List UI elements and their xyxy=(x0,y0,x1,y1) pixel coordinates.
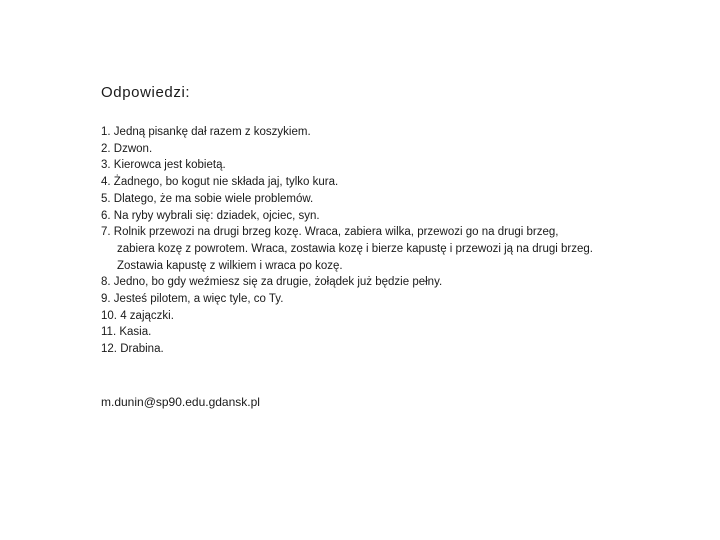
answer-item-2 xyxy=(101,141,661,158)
answer-text: Dzwon. xyxy=(113,142,153,155)
answer-item-10 xyxy=(101,308,661,325)
answer-number: 9. xyxy=(101,293,111,306)
answer-number: 5. xyxy=(101,192,111,205)
answer-item-9 xyxy=(101,291,661,308)
answer-number: 12. xyxy=(101,343,117,356)
slide-title: Odpowiedzi: xyxy=(101,84,191,101)
answer-item-11 xyxy=(101,324,661,341)
answer-number: 8. xyxy=(101,276,111,289)
answer-number: 11. xyxy=(101,326,117,339)
answer-text: Rolnik przewozi na drugi brzeg kozę. Wraca, zabiera wilka, przewozi go na drugi brzeg, xyxy=(113,226,559,239)
answer-text: Na ryby wybrali się: dziadek, ojciec, syn. xyxy=(113,209,320,222)
answer-number: 4. xyxy=(101,176,111,189)
answer-text: Kasia. xyxy=(119,326,152,339)
answer-text: Żadnego, bo kogut nie składa jaj, tylko kura. xyxy=(113,176,339,189)
answer-item-5 xyxy=(101,191,661,208)
contact-email: m.dunin@sp90.edu.gdansk.pl xyxy=(101,395,260,409)
answer-number: 2. xyxy=(101,142,111,155)
answer-item-6 xyxy=(101,208,661,225)
answer-item-12 xyxy=(101,341,661,358)
answer-number: 7. xyxy=(101,226,111,239)
answers-list xyxy=(101,124,661,358)
answer-item-8 xyxy=(101,274,661,291)
answer-text: Dlatego, że ma sobie wiele problemów. xyxy=(113,192,314,205)
answer-number: 3. xyxy=(101,159,111,172)
answer-item-7-continuation: Zostawia kapustę z wilkiem i wraca po kozę. xyxy=(117,259,343,272)
answer-text: 4 zajączki. xyxy=(120,309,174,322)
answer-item-3 xyxy=(101,157,661,174)
answer-number: 10. xyxy=(101,309,117,322)
answer-number: 1. xyxy=(101,126,111,138)
answer-item-1 xyxy=(101,124,661,141)
answer-item-7 xyxy=(101,224,661,241)
answer-text: Jedną pisankę dał razem z koszykiem. xyxy=(113,126,311,138)
answer-item-7-continuation: zabiera kozę z powrotem. Wraca, zostawia kozę i bierze kapustę i przewozi ją na drugi brzeg. xyxy=(117,242,593,255)
answer-text: Jedno, bo gdy weźmiesz się za drugie, żołądek już będzie pełny. xyxy=(113,276,443,289)
answer-item-4 xyxy=(101,174,661,191)
answer-text: Jesteś pilotem, a więc tyle, co Ty. xyxy=(113,293,284,306)
answer-text: Drabina. xyxy=(120,343,164,356)
answer-number: 6. xyxy=(101,209,111,222)
answer-text: Kierowca jest kobietą. xyxy=(113,159,226,172)
